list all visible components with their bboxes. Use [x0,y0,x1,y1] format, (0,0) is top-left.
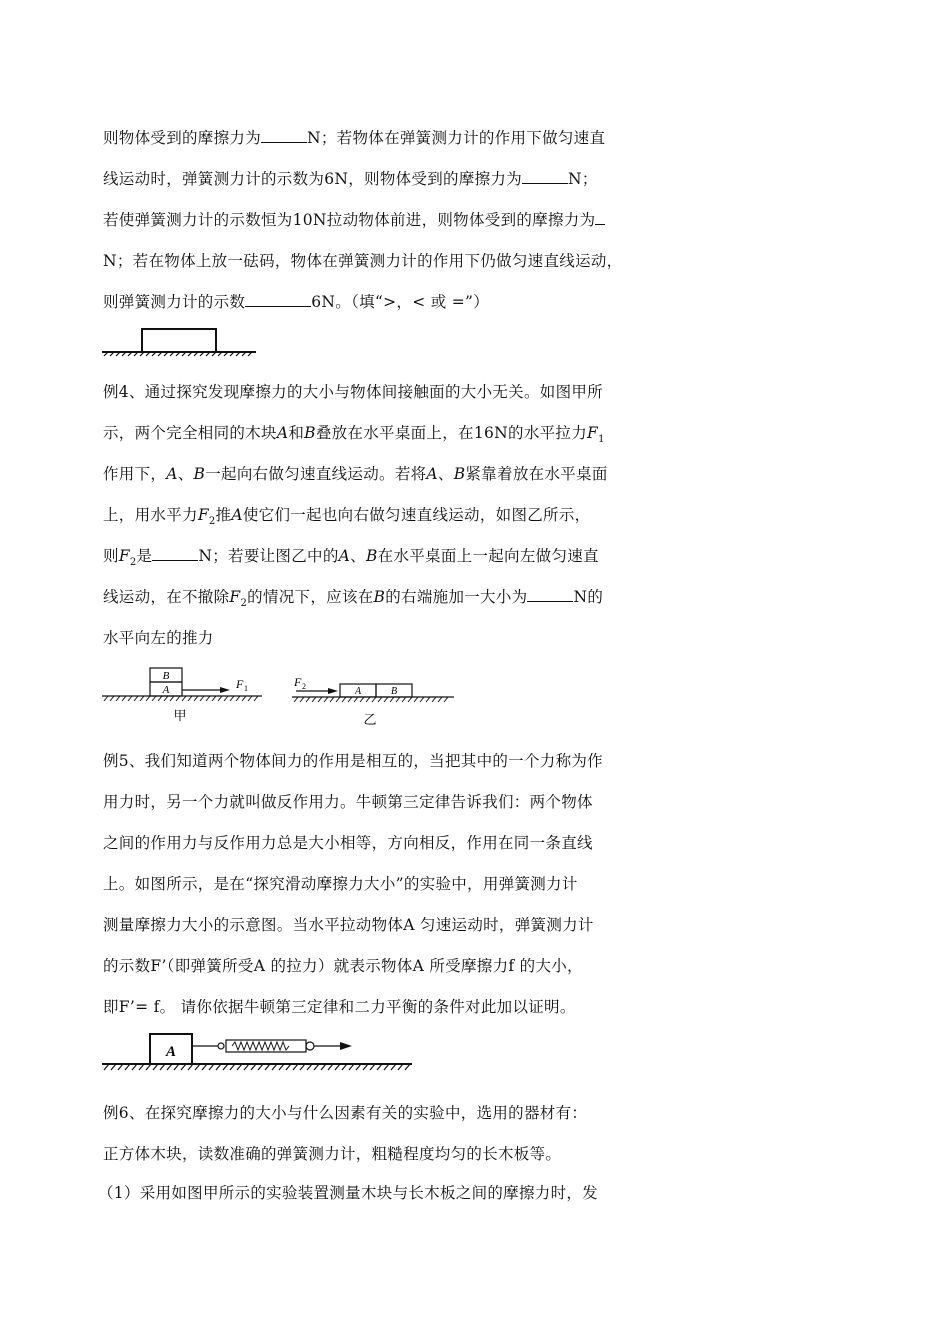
jia-block-b-label: B [162,670,170,682]
figure-yi [292,675,454,728]
ex5-line-5: 测量摩擦力大小的示意图。当水平拉动物体A 匀速运动时，弹簧测力计 [103,916,594,934]
figure-jia-yi [100,664,460,728]
ex6-line-1: 例6、在探究摩擦力的大小与什么因素有关的实验中，选用的器材有： [103,1104,588,1122]
ex6-line-3: （1）采用如图甲所示的实验装置测量木块与长木板之间的摩擦力时，发 [98,1184,598,1202]
figure-jia [102,668,262,724]
figure-spring-scale [100,1028,420,1080]
caption-yi: 乙 [363,713,377,728]
ex4-line-2: 示，两个完全相同的木块A和B叠放在水平桌面上，在16N的水平拉力$F_1$ [103,424,605,446]
yi-block-a-label: A [354,686,362,697]
ex6-line-2: 正方体木块，读数准确的弹簧测力计，粗糙程度均匀的长木板等。 [103,1145,562,1163]
ex5-line-7: 即F’= f。 请你依据牛顿第三定律和二力平衡的条件对此加以证明。 [103,998,576,1016]
yi-block-b-label: B [390,686,398,697]
jia-block-a-label: A [162,684,170,696]
jia-force-label: F [236,677,244,691]
block-a-label: A [165,1044,177,1060]
ex5-line-3: 之间的作用力与反作用力总是大小相等，方向相反，作用在同一条直线 [103,834,593,852]
ex4-line-1: 例4、通过探究发现摩擦力的大小与物体间接触面的大小无关。如图甲所 [103,383,603,401]
ex5-line-6: 的示数F’（即弹簧所受A 的拉力）就表示物体A 所受摩擦力f 的大小， [103,957,583,975]
p1-line-2: 线运动时，弹簧测力计的示数为6N，则物体受到的摩擦力为 N； [103,170,598,188]
ex4-line-6: 线运动，在不撤除$F_2$的情况下，应该在B的右端施加一大小为 N的 [103,588,604,610]
ex4-line-3: 作用下，A、B一起向右做匀速直线运动。若将A、B紧靠着放在水平桌面 [103,465,608,483]
yi-force-label: F [294,675,302,689]
caption-jia: 甲 [173,709,187,724]
ex5-line-2: 用力时，另一个力就叫做反作用力。牛顿第三定律告诉我们：两个物体 [103,793,593,811]
p1-line-3: 若使弹簧测力计的示数恒为10N拉动物体前进，则物体受到的摩擦力为 [103,210,605,230]
ex5-line-4: 上。如图所示，是在“探究滑动摩擦力大小”的实验中，用弹簧测力计 [103,875,578,893]
p1-line-1: 则物体受到的摩擦力为 N；若物体在弹簧测力计的作用下做匀速直 [103,129,606,147]
spring-scale-icon [226,1040,314,1052]
ex4-line-4: 上，用水平力$F_2$推A使它们一起也向右做匀速直线运动，如图乙所示， [103,506,591,528]
jia-force-sub: 1 [244,684,248,693]
figure-block-on-surface [100,326,260,358]
ex4-line-7: 水平向左的推力 [103,629,214,647]
ex4-line-5: 则$F_2$是 N；若要让图乙中的A、B在水平桌面上一起向左做匀速直 [103,547,599,569]
ex5-line-1: 例5、我们知道两个物体间力的作用是相互的，当把其中的一个力称为作 [103,752,603,770]
p1-line-4: N；若在物体上放一砝码，物体在弹簧测力计的作用下仍做匀速直线运动， [103,252,623,270]
yi-force-sub: 2 [302,682,306,691]
p1-line-5: 则弹簧测力计的示数 6N。（填“>，< 或 =”） [103,293,490,311]
